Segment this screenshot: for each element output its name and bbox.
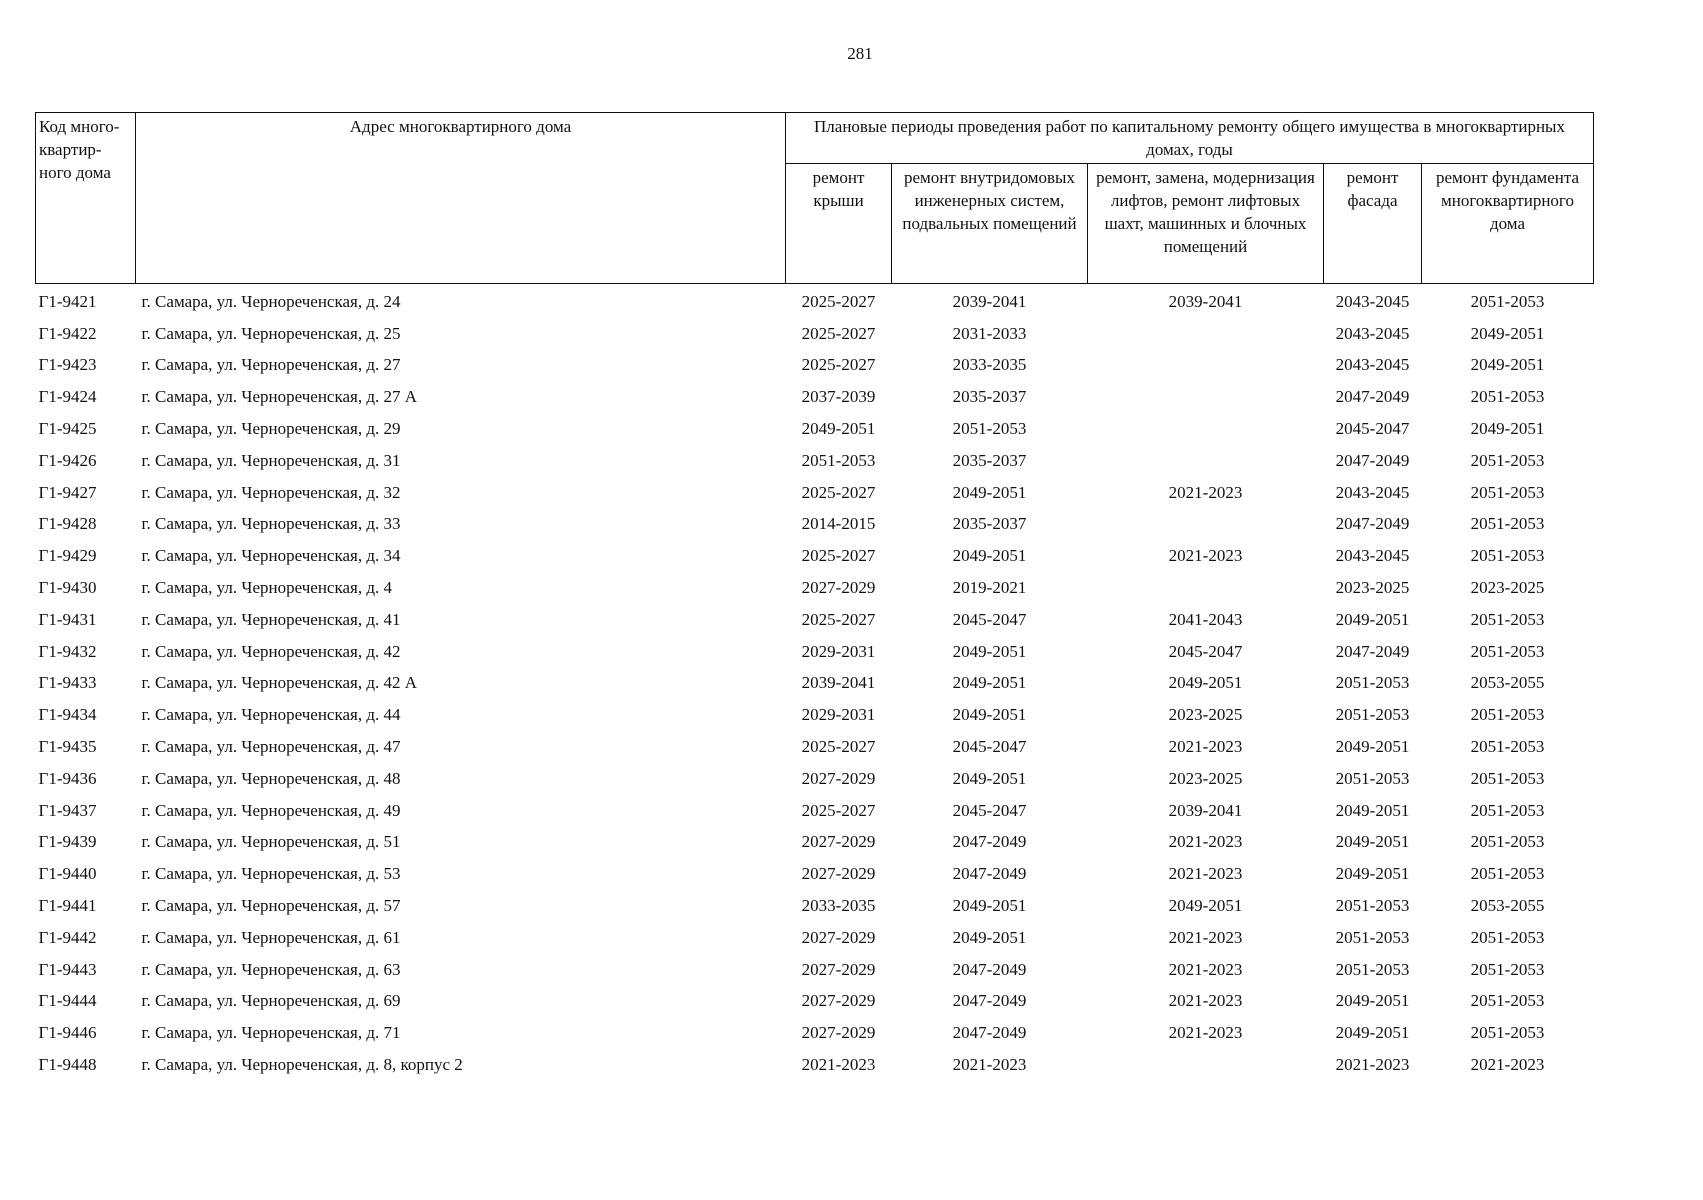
table-row xyxy=(36,858,1594,890)
cell-foundation: 2051-2053 xyxy=(1470,800,1545,820)
cell-facade: 2051-2053 xyxy=(1335,768,1410,788)
table-row xyxy=(36,731,1594,763)
cell-foundation: 2051-2053 xyxy=(1470,450,1545,470)
cell-address: г. Самара, ул. Чернореченская, д. 27 xyxy=(141,355,401,375)
header-foundation: ремонт фундамента многоквартирного дома xyxy=(1422,164,1594,284)
cell-code: Г1-9448 xyxy=(38,1055,97,1075)
repair-schedule-table xyxy=(35,112,1594,1081)
cell-code: Г1-9428 xyxy=(38,514,97,534)
table-row xyxy=(36,795,1594,827)
cell-facade: 2049-2051 xyxy=(1335,800,1410,820)
cell-roof: 2025-2027 xyxy=(801,291,876,311)
cell-engineering: 2035-2037 xyxy=(952,450,1027,470)
table-row xyxy=(36,350,1594,382)
cell-facade: 2049-2051 xyxy=(1335,991,1410,1011)
header-address: Адрес многоквартирного дома xyxy=(136,113,786,284)
cell-elevators: 2021-2023 xyxy=(1168,737,1243,757)
cell-foundation: 2049-2051 xyxy=(1470,419,1545,439)
cell-foundation: 2023-2025 xyxy=(1470,578,1545,598)
cell-roof: 2039-2041 xyxy=(801,673,876,693)
cell-roof: 2025-2027 xyxy=(801,355,876,375)
cell-address: г. Самара, ул. Чернореченская, д. 71 xyxy=(141,1023,401,1043)
cell-roof: 2027-2029 xyxy=(801,768,876,788)
cell-elevators xyxy=(1088,381,1324,413)
cell-elevators: 2023-2025 xyxy=(1168,768,1243,788)
cell-address: г. Самара, ул. Чернореченская, д. 24 xyxy=(141,291,401,311)
cell-foundation: 2051-2053 xyxy=(1470,641,1545,661)
table-body xyxy=(36,284,1594,1081)
cell-address: г. Самара, ул. Чернореченская, д. 42 xyxy=(141,641,401,661)
cell-facade: 2049-2051 xyxy=(1335,609,1410,629)
cell-engineering: 2021-2023 xyxy=(952,1055,1027,1075)
cell-address: г. Самара, ул. Чернореченская, д. 33 xyxy=(141,514,401,534)
cell-foundation: 2051-2053 xyxy=(1470,546,1545,566)
cell-address: г. Самара, ул. Чернореченская, д. 48 xyxy=(141,768,401,788)
cell-address: г. Самара, ул. Чернореченская, д. 49 xyxy=(141,800,401,820)
table-header xyxy=(36,113,1594,284)
cell-elevators: 2021-2023 xyxy=(1168,546,1243,566)
cell-address: г. Самара, ул. Чернореченская, д. 53 xyxy=(141,864,401,884)
cell-roof: 2025-2027 xyxy=(801,737,876,757)
cell-engineering: 2031-2033 xyxy=(952,323,1027,343)
cell-facade: 2043-2045 xyxy=(1335,323,1410,343)
cell-foundation: 2051-2053 xyxy=(1470,291,1545,311)
cell-foundation: 2051-2053 xyxy=(1470,768,1545,788)
cell-code: Г1-9429 xyxy=(38,546,97,566)
cell-engineering: 2049-2051 xyxy=(952,482,1027,502)
cell-elevators xyxy=(1088,509,1324,541)
cell-address: г. Самара, ул. Чернореченская, д. 29 xyxy=(141,419,401,439)
table-row xyxy=(36,477,1594,509)
cell-address: г. Самара, ул. Чернореченская, д. 34 xyxy=(141,546,401,566)
cell-elevators xyxy=(1088,413,1324,445)
cell-facade: 2051-2053 xyxy=(1335,959,1410,979)
table-row xyxy=(36,890,1594,922)
cell-facade: 2023-2025 xyxy=(1335,578,1410,598)
cell-elevators xyxy=(1088,350,1324,382)
cell-address: г. Самара, ул. Чернореченская, д. 32 xyxy=(141,482,401,502)
table-row xyxy=(36,284,1594,318)
cell-code: Г1-9432 xyxy=(38,641,97,661)
cell-engineering: 2047-2049 xyxy=(952,864,1027,884)
cell-address: г. Самара, ул. Чернореченская, д. 8, корпус 2 xyxy=(141,1055,463,1075)
page-number: 281 xyxy=(847,44,873,63)
cell-roof: 2029-2031 xyxy=(801,641,876,661)
cell-code: Г1-9434 xyxy=(38,705,97,725)
cell-address: г. Самара, ул. Чернореченская, д. 44 xyxy=(141,705,401,725)
cell-roof: 2027-2029 xyxy=(801,991,876,1011)
table-row xyxy=(36,540,1594,572)
cell-roof: 2025-2027 xyxy=(801,609,876,629)
table-row xyxy=(36,318,1594,350)
cell-elevators: 2041-2043 xyxy=(1168,609,1243,629)
cell-facade: 2047-2049 xyxy=(1335,387,1410,407)
cell-engineering: 2047-2049 xyxy=(952,991,1027,1011)
header-roof: ремонт крыши xyxy=(786,164,892,284)
cell-roof: 2025-2027 xyxy=(801,800,876,820)
cell-address: г. Самара, ул. Чернореченская, д. 42 А xyxy=(141,673,418,693)
header-code: Код много-квартир-ного дома xyxy=(36,113,136,284)
cell-elevators: 2049-2051 xyxy=(1168,896,1243,916)
table-row xyxy=(36,413,1594,445)
cell-roof: 2014-2015 xyxy=(801,514,876,534)
table-row xyxy=(36,922,1594,954)
cell-elevators xyxy=(1088,318,1324,350)
cell-address: г. Самара, ул. Чернореченская, д. 25 xyxy=(141,323,401,343)
cell-roof: 2033-2035 xyxy=(801,896,876,916)
cell-code: Г1-9423 xyxy=(38,355,97,375)
cell-roof: 2027-2029 xyxy=(801,959,876,979)
cell-code: Г1-9430 xyxy=(38,578,97,598)
table-row xyxy=(36,1017,1594,1049)
cell-roof: 2027-2029 xyxy=(801,864,876,884)
header-elevators: ремонт, замена, модернизация лифтов, ремонт лифтовых шахт, машинных и блочных помещений xyxy=(1088,164,1324,284)
cell-foundation: 2049-2051 xyxy=(1470,323,1545,343)
cell-engineering: 2045-2047 xyxy=(952,609,1027,629)
cell-roof: 2049-2051 xyxy=(801,419,876,439)
cell-foundation: 2051-2053 xyxy=(1470,1023,1545,1043)
cell-facade: 2047-2049 xyxy=(1335,450,1410,470)
table-row xyxy=(36,1049,1594,1081)
cell-facade: 2049-2051 xyxy=(1335,832,1410,852)
cell-facade: 2049-2051 xyxy=(1335,864,1410,884)
cell-elevators: 2049-2051 xyxy=(1168,673,1243,693)
cell-foundation: 2051-2053 xyxy=(1470,514,1545,534)
cell-facade: 2043-2045 xyxy=(1335,546,1410,566)
cell-facade: 2051-2053 xyxy=(1335,927,1410,947)
table-row xyxy=(36,572,1594,604)
cell-roof: 2027-2029 xyxy=(801,832,876,852)
cell-code: Г1-9421 xyxy=(38,291,97,311)
cell-address: г. Самара, ул. Чернореченская, д. 69 xyxy=(141,991,401,1011)
cell-elevators: 2045-2047 xyxy=(1168,641,1243,661)
cell-code: Г1-9446 xyxy=(38,1023,97,1043)
cell-facade: 2043-2045 xyxy=(1335,355,1410,375)
cell-elevators: 2021-2023 xyxy=(1168,832,1243,852)
cell-engineering: 2047-2049 xyxy=(952,959,1027,979)
cell-engineering: 2045-2047 xyxy=(952,800,1027,820)
table-row xyxy=(36,954,1594,986)
cell-engineering: 2049-2051 xyxy=(952,768,1027,788)
cell-engineering: 2033-2035 xyxy=(952,355,1027,375)
cell-code: Г1-9437 xyxy=(38,800,97,820)
cell-foundation: 2051-2053 xyxy=(1470,737,1545,757)
cell-roof: 2027-2029 xyxy=(801,1023,876,1043)
cell-elevators xyxy=(1088,1049,1324,1081)
header-facade: ремонт фасада xyxy=(1324,164,1422,284)
cell-engineering: 2035-2037 xyxy=(952,514,1027,534)
table-row xyxy=(36,699,1594,731)
cell-code: Г1-9427 xyxy=(38,482,97,502)
cell-engineering: 2045-2047 xyxy=(952,737,1027,757)
table-row xyxy=(36,509,1594,541)
cell-elevators: 2039-2041 xyxy=(1168,800,1243,820)
cell-facade: 2049-2051 xyxy=(1335,737,1410,757)
cell-address: г. Самара, ул. Чернореченская, д. 61 xyxy=(141,927,401,947)
cell-engineering: 2047-2049 xyxy=(952,832,1027,852)
cell-facade: 2045-2047 xyxy=(1335,419,1410,439)
cell-elevators: 2021-2023 xyxy=(1168,927,1243,947)
cell-code: Г1-9422 xyxy=(38,323,97,343)
cell-engineering: 2049-2051 xyxy=(952,641,1027,661)
table-row xyxy=(36,445,1594,477)
cell-address: г. Самара, ул. Чернореченская, д. 31 xyxy=(141,450,401,470)
cell-engineering: 2047-2049 xyxy=(952,1023,1027,1043)
cell-address: г. Самара, ул. Чернореченская, д. 47 xyxy=(141,737,401,757)
cell-code: Г1-9442 xyxy=(38,927,97,947)
cell-foundation: 2021-2023 xyxy=(1470,1055,1545,1075)
table-row xyxy=(36,381,1594,413)
cell-facade: 2051-2053 xyxy=(1335,896,1410,916)
cell-elevators: 2039-2041 xyxy=(1168,291,1243,311)
cell-roof: 2029-2031 xyxy=(801,705,876,725)
cell-foundation: 2051-2053 xyxy=(1470,609,1545,629)
cell-address: г. Самара, ул. Чернореченская, д. 4 xyxy=(141,578,392,598)
cell-engineering: 2049-2051 xyxy=(952,896,1027,916)
header-engineering: ремонт внутридомовых инженерных систем, подвальных помещений xyxy=(892,164,1088,284)
cell-foundation: 2051-2053 xyxy=(1470,864,1545,884)
cell-foundation: 2051-2053 xyxy=(1470,959,1545,979)
cell-facade: 2051-2053 xyxy=(1335,673,1410,693)
cell-engineering: 2049-2051 xyxy=(952,927,1027,947)
table-row xyxy=(36,763,1594,795)
cell-code: Г1-9435 xyxy=(38,737,97,757)
cell-foundation: 2051-2053 xyxy=(1470,991,1545,1011)
cell-engineering: 2051-2053 xyxy=(952,419,1027,439)
cell-code: Г1-9431 xyxy=(38,609,97,629)
cell-code: Г1-9424 xyxy=(38,387,97,407)
cell-code: Г1-9443 xyxy=(38,959,97,979)
cell-code: Г1-9441 xyxy=(38,896,97,916)
cell-roof: 2021-2023 xyxy=(801,1055,876,1075)
cell-roof: 2027-2029 xyxy=(801,578,876,598)
cell-roof: 2027-2029 xyxy=(801,927,876,947)
cell-roof: 2025-2027 xyxy=(801,546,876,566)
table-row xyxy=(36,827,1594,859)
cell-engineering: 2049-2051 xyxy=(952,546,1027,566)
cell-roof: 2025-2027 xyxy=(801,323,876,343)
cell-code: Г1-9440 xyxy=(38,864,97,884)
cell-code: Г1-9439 xyxy=(38,832,97,852)
cell-elevators: 2023-2025 xyxy=(1168,705,1243,725)
table-row xyxy=(36,668,1594,700)
cell-facade: 2049-2051 xyxy=(1335,1023,1410,1043)
cell-foundation: 2051-2053 xyxy=(1470,705,1545,725)
cell-engineering: 2049-2051 xyxy=(952,673,1027,693)
cell-facade: 2021-2023 xyxy=(1335,1055,1410,1075)
cell-roof: 2051-2053 xyxy=(801,450,876,470)
cell-address: г. Самара, ул. Чернореченская, д. 41 xyxy=(141,609,401,629)
cell-address: г. Самара, ул. Чернореченская, д. 51 xyxy=(141,832,401,852)
cell-address: г. Самара, ул. Чернореченская, д. 27 А xyxy=(141,387,418,407)
table-row xyxy=(36,636,1594,668)
cell-engineering: 2019-2021 xyxy=(952,578,1027,598)
cell-foundation: 2053-2055 xyxy=(1470,673,1545,693)
cell-foundation: 2051-2053 xyxy=(1470,927,1545,947)
cell-foundation: 2049-2051 xyxy=(1470,355,1545,375)
table-row xyxy=(36,604,1594,636)
cell-code: Г1-9436 xyxy=(38,768,97,788)
cell-elevators: 2021-2023 xyxy=(1168,959,1243,979)
cell-address: г. Самара, ул. Чернореченская, д. 57 xyxy=(141,896,401,916)
cell-address: г. Самара, ул. Чернореченская, д. 63 xyxy=(141,959,401,979)
cell-elevators: 2021-2023 xyxy=(1168,482,1243,502)
table-row xyxy=(36,986,1594,1018)
cell-code: Г1-9444 xyxy=(38,991,97,1011)
cell-elevators xyxy=(1088,445,1324,477)
cell-code: Г1-9425 xyxy=(38,419,97,439)
cell-engineering: 2049-2051 xyxy=(952,705,1027,725)
cell-code: Г1-9433 xyxy=(38,673,97,693)
cell-roof: 2037-2039 xyxy=(801,387,876,407)
cell-elevators: 2021-2023 xyxy=(1168,864,1243,884)
cell-facade: 2043-2045 xyxy=(1335,482,1410,502)
cell-foundation: 2051-2053 xyxy=(1470,832,1545,852)
cell-facade: 2043-2045 xyxy=(1335,291,1410,311)
cell-engineering: 2035-2037 xyxy=(952,387,1027,407)
cell-foundation: 2051-2053 xyxy=(1470,482,1545,502)
cell-elevators xyxy=(1088,572,1324,604)
cell-facade: 2051-2053 xyxy=(1335,705,1410,725)
cell-facade: 2047-2049 xyxy=(1335,514,1410,534)
cell-elevators: 2021-2023 xyxy=(1168,991,1243,1011)
cell-facade: 2047-2049 xyxy=(1335,641,1410,661)
cell-elevators: 2021-2023 xyxy=(1168,1023,1243,1043)
cell-code: Г1-9426 xyxy=(38,450,97,470)
header-periods: Плановые периоды проведения работ по капитальному ремонту общего имущества в многоквартирных домах, годы xyxy=(786,113,1594,164)
cell-roof: 2025-2027 xyxy=(801,482,876,502)
cell-engineering: 2039-2041 xyxy=(952,291,1027,311)
cell-foundation: 2053-2055 xyxy=(1470,896,1545,916)
cell-foundation: 2051-2053 xyxy=(1470,387,1545,407)
